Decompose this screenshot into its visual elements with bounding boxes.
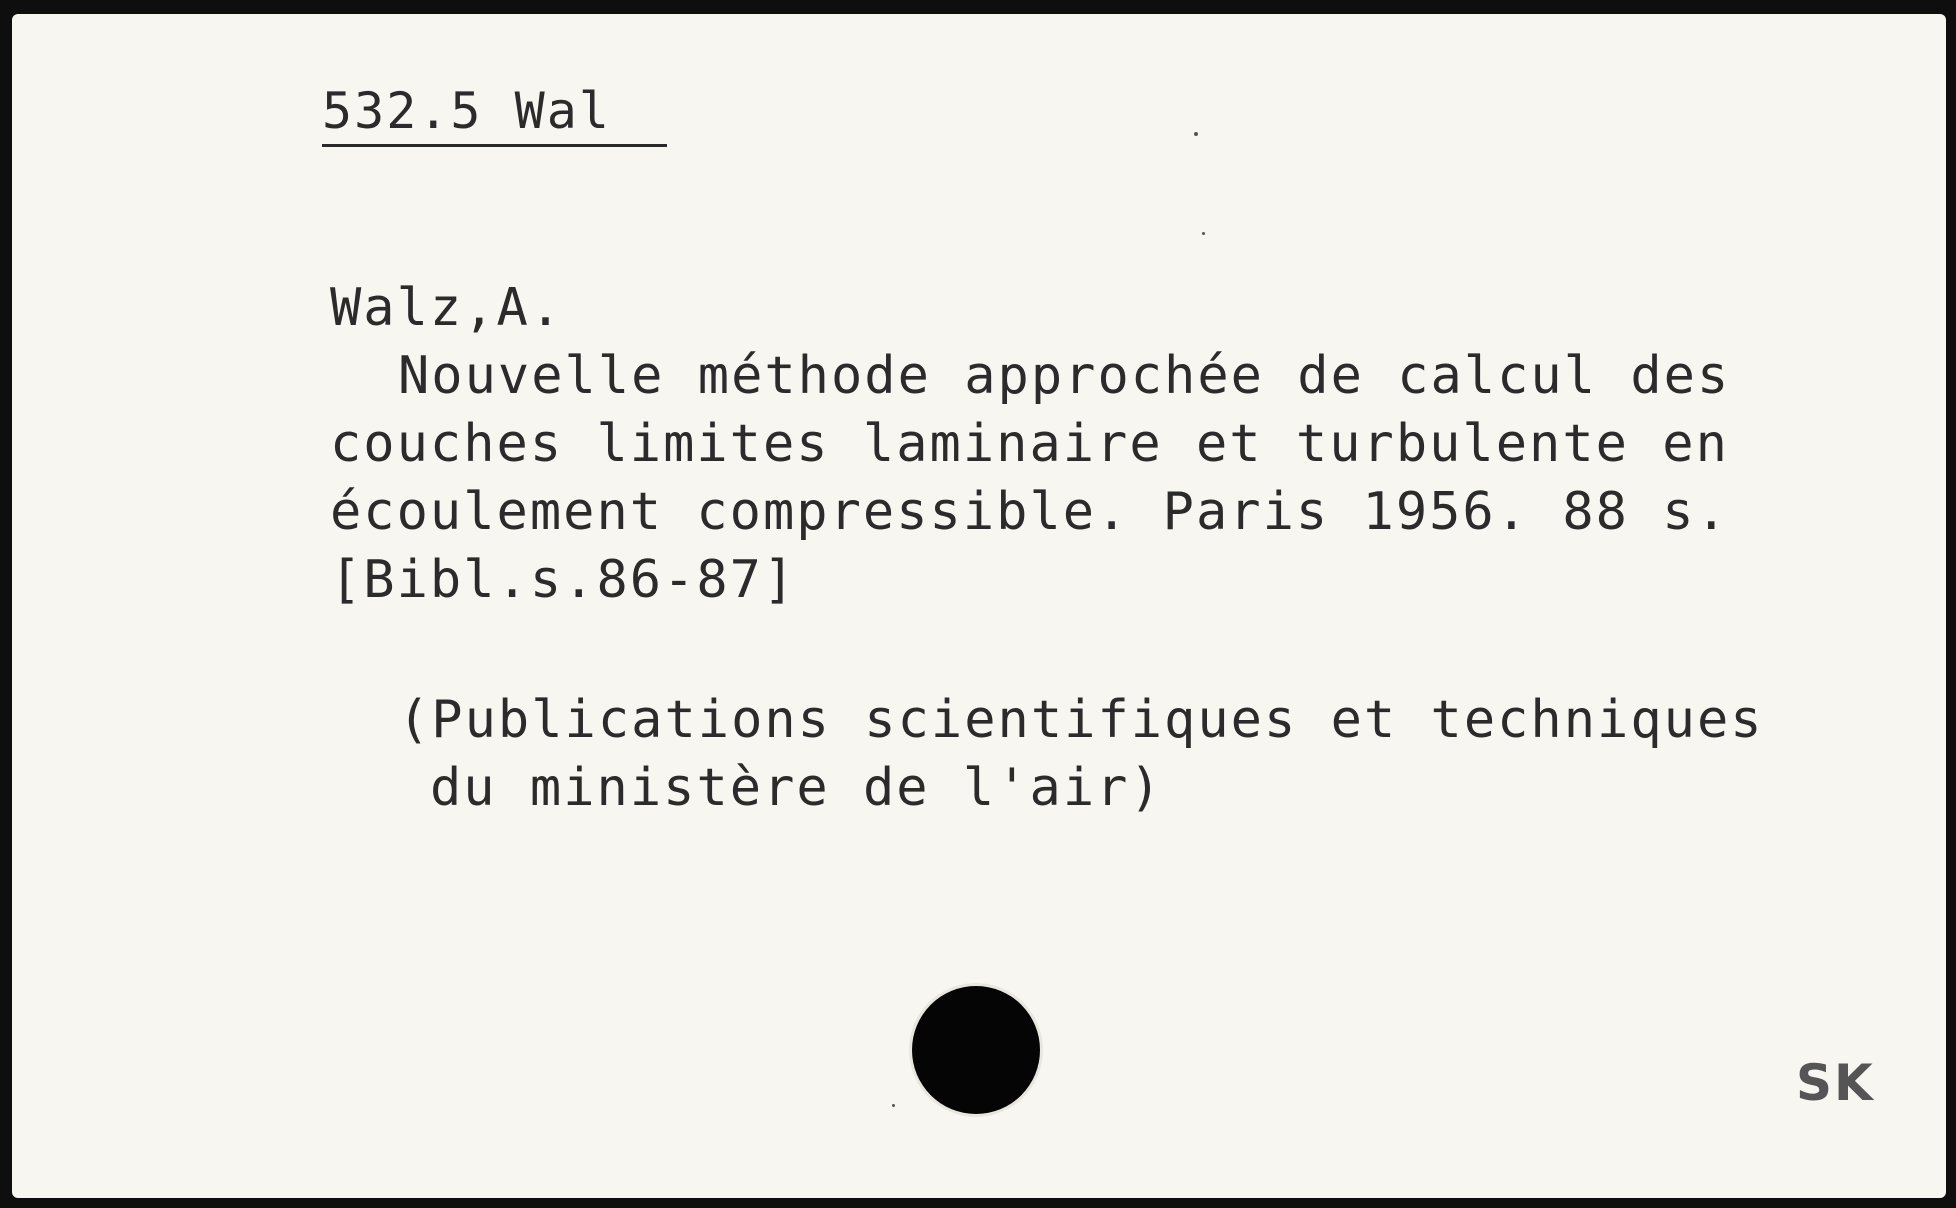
title-line: couches limites laminaire et turbulente en (330, 414, 1729, 474)
call-number-underline (322, 144, 667, 147)
catalog-card (12, 14, 1946, 1198)
series-line: (Publications scientifiques et techniques (398, 690, 1764, 750)
series-line: du ministère de l'air) (430, 758, 1163, 818)
call-number: 532.5 Wal (322, 82, 611, 140)
punch-hole (912, 986, 1040, 1114)
title-line: Nouvelle méthode approchée de calcul des (398, 346, 1731, 406)
title-line: écoulement compressible. Paris 1956. 88 s. (330, 482, 1729, 542)
bibliography-note: [Bibl.s.86-87] (330, 550, 797, 610)
author: Walz,A. (330, 278, 564, 338)
initials-stamp: SK (1796, 1054, 1875, 1112)
speck (1202, 232, 1205, 235)
speck (1194, 132, 1198, 136)
speck (892, 1104, 895, 1107)
